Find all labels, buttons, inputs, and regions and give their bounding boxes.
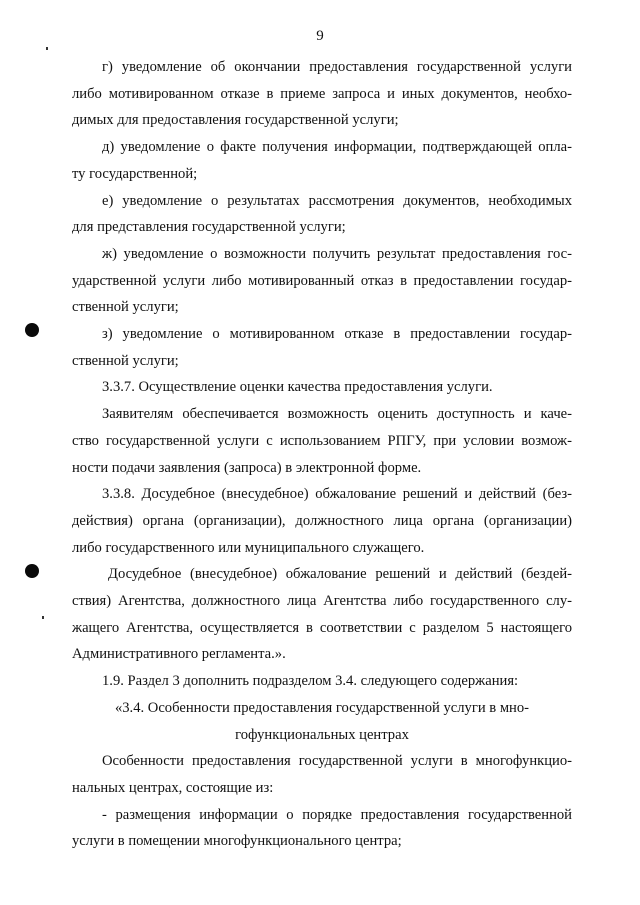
text-line: либо мотивированном отказе в приеме запроса и иных документов, необхо- [72, 85, 572, 102]
paragraph-mfc-info-placement [72, 802, 572, 855]
text-line: Административного регламента.». [72, 646, 286, 663]
text-line: 3.3.8. Досудебное (внесудебное) обжалование решений и действий (без- [102, 486, 572, 503]
paragraph-3-3-7 [72, 374, 572, 401]
document-body [72, 54, 572, 855]
text-line: ж) уведомление о возможности получить результат предоставления гос- [102, 245, 572, 262]
text-line: ту государственной; [72, 165, 198, 182]
paragraph-item-g [72, 54, 572, 134]
paragraph-item-d [72, 134, 572, 187]
scan-speck [42, 616, 44, 619]
text-line: жащего Агентства, осуществляется в соответствии с разделом 5 настоящего [72, 619, 572, 636]
text-line: для представления государственной услуги; [72, 219, 346, 236]
text-line: димых для предоставления государственной услуги; [72, 112, 399, 129]
paragraph-pretrial-appeal [72, 561, 572, 668]
text-line: действия) органа (организации), должностного лица органа (организации) [72, 512, 572, 529]
text-line: г) уведомление об окончании предоставления государственной услуги [102, 59, 572, 75]
scan-speck [46, 47, 48, 50]
text-line: Заявителям обеспечивается возможность оценить доступность и каче- [102, 406, 572, 423]
text-line: е) уведомление о результатах рассмотрения документов, необходимых [102, 192, 572, 209]
section-heading-line: гофункциональных центрах [235, 726, 409, 743]
punch-hole-top [25, 323, 39, 337]
text-line: 1.9. Раздел 3 дополнить подразделом 3.4. следующего содержания: [102, 673, 519, 690]
text-line: ударственной услуги либо мотивированный отказ в предоставлении государ- [72, 272, 572, 289]
text-line: з) уведомление о мотивированном отказе в предоставлении государ- [102, 326, 572, 343]
text-line: ственной услуги; [72, 299, 179, 316]
text-line: ствия) Агентства, должностного лица Агентства либо государственного слу- [72, 593, 572, 610]
paragraph-item-e [72, 188, 572, 241]
text-line: услуги в помещении многофункционального центра; [72, 833, 402, 850]
text-line: - размещения информации о порядке предоставления государственной [102, 806, 572, 823]
punch-hole-bottom [25, 564, 39, 578]
text-line: нальных центрах, состоящие из: [72, 779, 274, 796]
paragraph-quality-assessment [72, 401, 572, 481]
text-line: 3.3.7. Осуществление оценки качества предоставления услуги. [102, 379, 493, 396]
paragraph-1-9 [72, 668, 572, 695]
text-line: либо государственного или муниципального служащего. [72, 539, 425, 556]
paragraph-3-3-8 [72, 481, 572, 561]
text-line: ственной услуги; [72, 352, 179, 369]
section-heading-line: «3.4. Особенности предоставления государственной услуги в мно- [114, 699, 530, 716]
section-heading-3-4 [72, 695, 572, 748]
paragraph-item-zh [72, 241, 572, 321]
text-line: д) уведомление о факте получения информации, подтверждающей опла- [102, 139, 572, 156]
page-number: 9 [316, 28, 324, 44]
text-line: ности подачи заявления (запроса) в электронной форме. [72, 459, 422, 476]
text-line: Особенности предоставления государственной услуги в многофункцио- [102, 753, 572, 770]
paragraph-mfc-features [72, 748, 572, 801]
text-line: Досудебное (внесудебное) обжалование решений и действий (бездей- [108, 566, 572, 583]
paragraph-item-z [72, 321, 572, 374]
text-line: ство государственной услуги с использованием РПГУ, при условии возмож- [72, 432, 572, 449]
